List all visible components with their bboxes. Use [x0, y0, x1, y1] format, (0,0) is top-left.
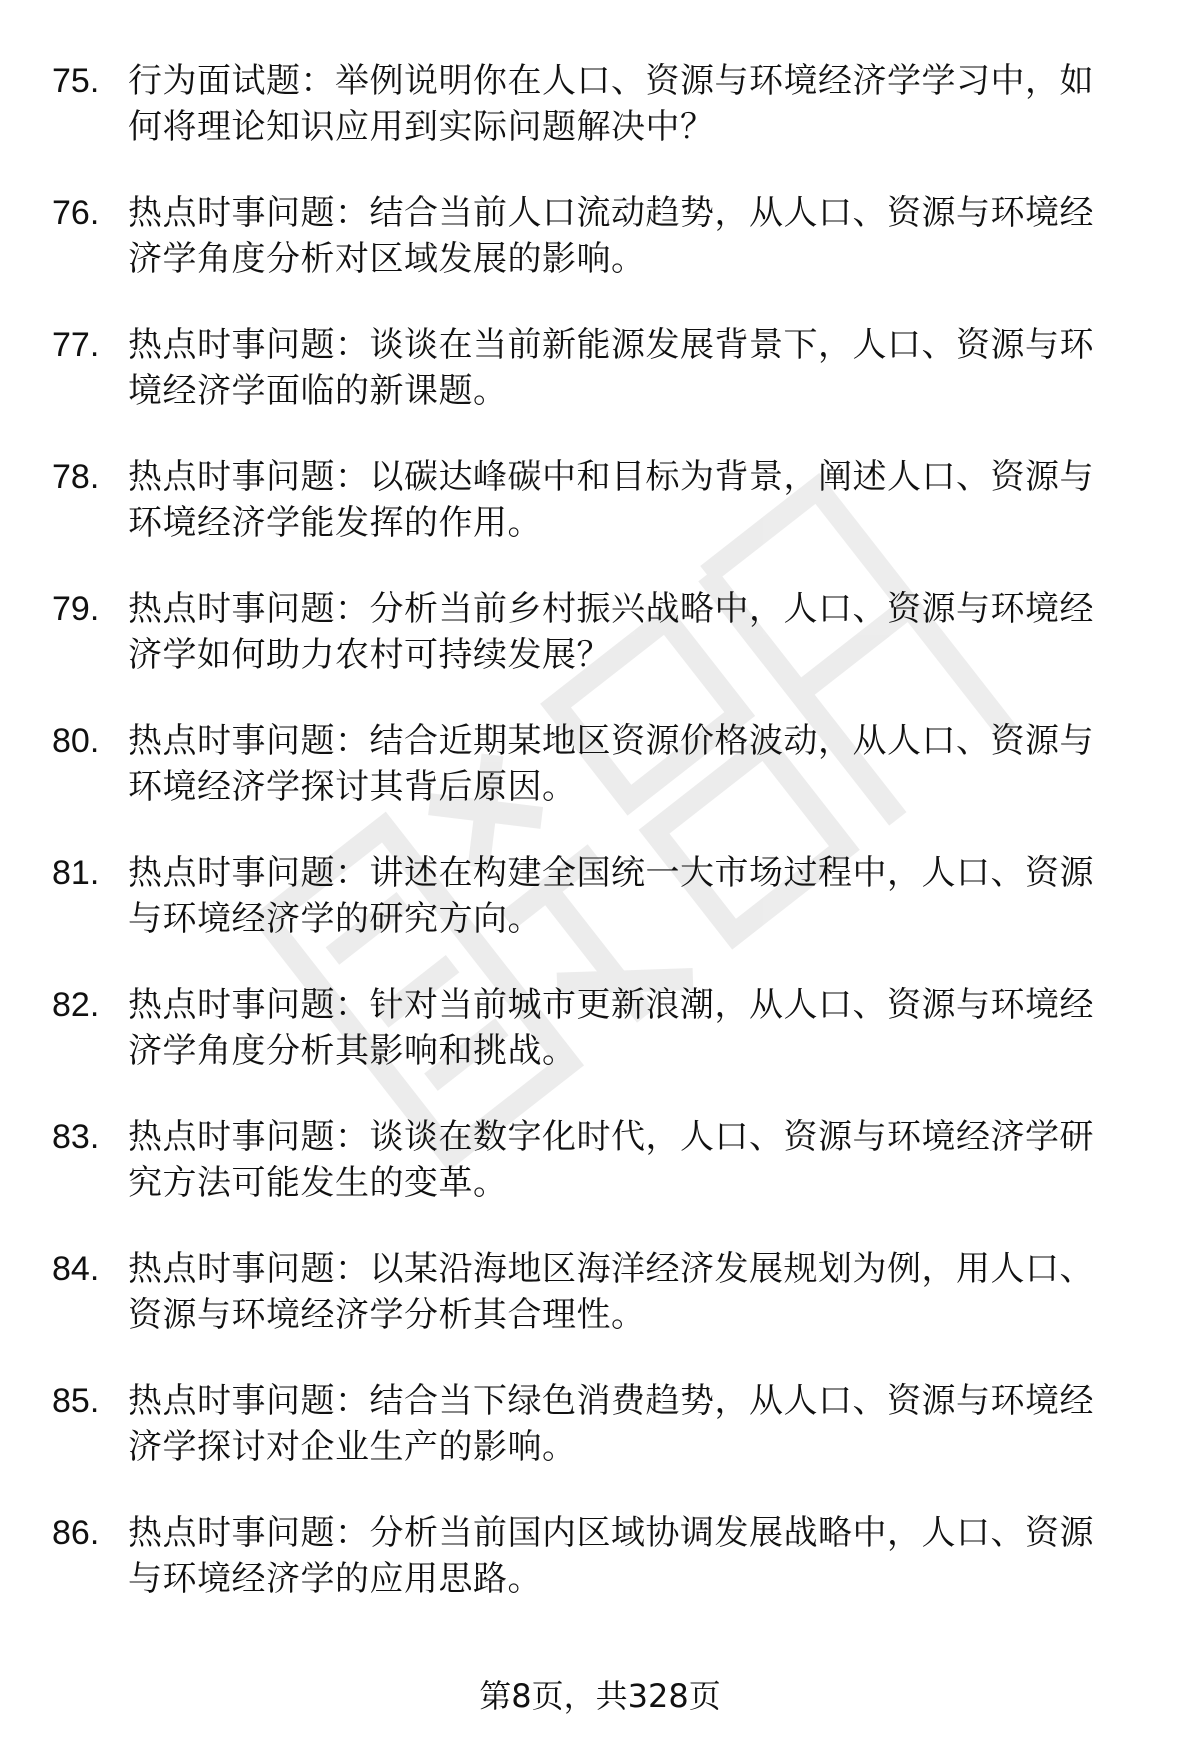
question-line: 境经济学面临的新课题。 — [128, 371, 508, 411]
question-line: 与环境经济学的应用思路。 — [128, 1559, 542, 1599]
list-item — [0, 58, 1200, 190]
question-list — [0, 58, 1200, 1642]
question-line: 热点时事问题：结合当下绿色消费趋势，从人口、资源与环境经 — [128, 1381, 1094, 1421]
list-item — [0, 1378, 1200, 1510]
question-number: 79. — [52, 590, 100, 628]
question-number: 83. — [52, 1118, 100, 1156]
question-line: 济学角度分析对区域发展的影响。 — [128, 239, 646, 279]
question-number: 80. — [52, 722, 100, 760]
question-line: 热点时事问题：谈谈在数字化时代，人口、资源与环境经济学研 — [128, 1117, 1094, 1157]
question-line: 热点时事问题：结合当前人口流动趋势，从人口、资源与环境经 — [128, 193, 1094, 233]
list-item — [0, 850, 1200, 982]
question-line: 热点时事问题：针对当前城市更新浪潮，从人口、资源与环境经 — [128, 985, 1094, 1025]
question-text — [128, 58, 1148, 150]
question-number: 78. — [52, 458, 100, 496]
question-line: 何将理论知识应用到实际问题解决中？ — [128, 107, 715, 147]
question-line: 热点时事问题：结合近期某地区资源价格波动，从人口、资源与 — [128, 721, 1094, 761]
question-number: 75. — [52, 62, 100, 100]
question-text — [128, 322, 1148, 414]
question-number: 76. — [52, 194, 100, 232]
question-line: 济学角度分析其影响和挑战。 — [128, 1031, 577, 1071]
question-line: 热点时事问题：以某沿海地区海洋经济发展规划为例，用人口、 — [128, 1249, 1094, 1289]
question-line: 热点时事问题：谈谈在当前新能源发展背景下，人口、资源与环 — [128, 325, 1094, 365]
question-number: 81. — [52, 854, 100, 892]
list-item — [0, 1510, 1200, 1642]
question-number: 84. — [52, 1250, 100, 1288]
question-line: 热点时事问题：分析当前乡村振兴战略中，人口、资源与环境经 — [128, 589, 1094, 629]
question-line: 济学探讨对企业生产的影响。 — [128, 1427, 577, 1467]
list-item — [0, 454, 1200, 586]
question-text — [128, 586, 1148, 678]
question-number: 85. — [52, 1382, 100, 1420]
question-text — [128, 1246, 1148, 1338]
question-line: 行为面试题：举例说明你在人口、资源与环境经济学学习中，如 — [128, 61, 1094, 101]
list-item — [0, 586, 1200, 718]
list-item — [0, 190, 1200, 322]
question-text — [128, 190, 1148, 282]
question-text — [128, 718, 1148, 810]
question-line: 热点时事问题：讲述在构建全国统一大市场过程中，人口、资源 — [128, 853, 1094, 893]
question-line: 与环境经济学的研究方向。 — [128, 899, 542, 939]
question-number: 77. — [52, 326, 100, 364]
question-text — [128, 1114, 1148, 1206]
list-item — [0, 1246, 1200, 1378]
list-item — [0, 718, 1200, 850]
question-line: 热点时事问题：分析当前国内区域协调发展战略中，人口、资源 — [128, 1513, 1094, 1553]
question-number: 82. — [52, 986, 100, 1024]
question-line: 究方法可能发生的变革。 — [128, 1163, 508, 1203]
list-item — [0, 322, 1200, 454]
list-item — [0, 982, 1200, 1114]
list-item — [0, 1114, 1200, 1246]
question-text — [128, 454, 1148, 546]
question-text — [128, 982, 1148, 1074]
question-text — [128, 1510, 1148, 1602]
page-number: 第8页，共328页 — [479, 1677, 721, 1715]
question-line: 济学如何助力农村可持续发展？ — [128, 635, 611, 675]
question-text — [128, 1378, 1148, 1470]
question-number: 86. — [52, 1514, 100, 1552]
question-line: 环境经济学探讨其背后原因。 — [128, 767, 577, 807]
question-line: 环境经济学能发挥的作用。 — [128, 503, 542, 543]
question-line: 热点时事问题：以碳达峰碳中和目标为背景，阐述人口、资源与 — [128, 457, 1094, 497]
question-line: 资源与环境经济学分析其合理性。 — [128, 1295, 646, 1335]
question-text — [128, 850, 1148, 942]
